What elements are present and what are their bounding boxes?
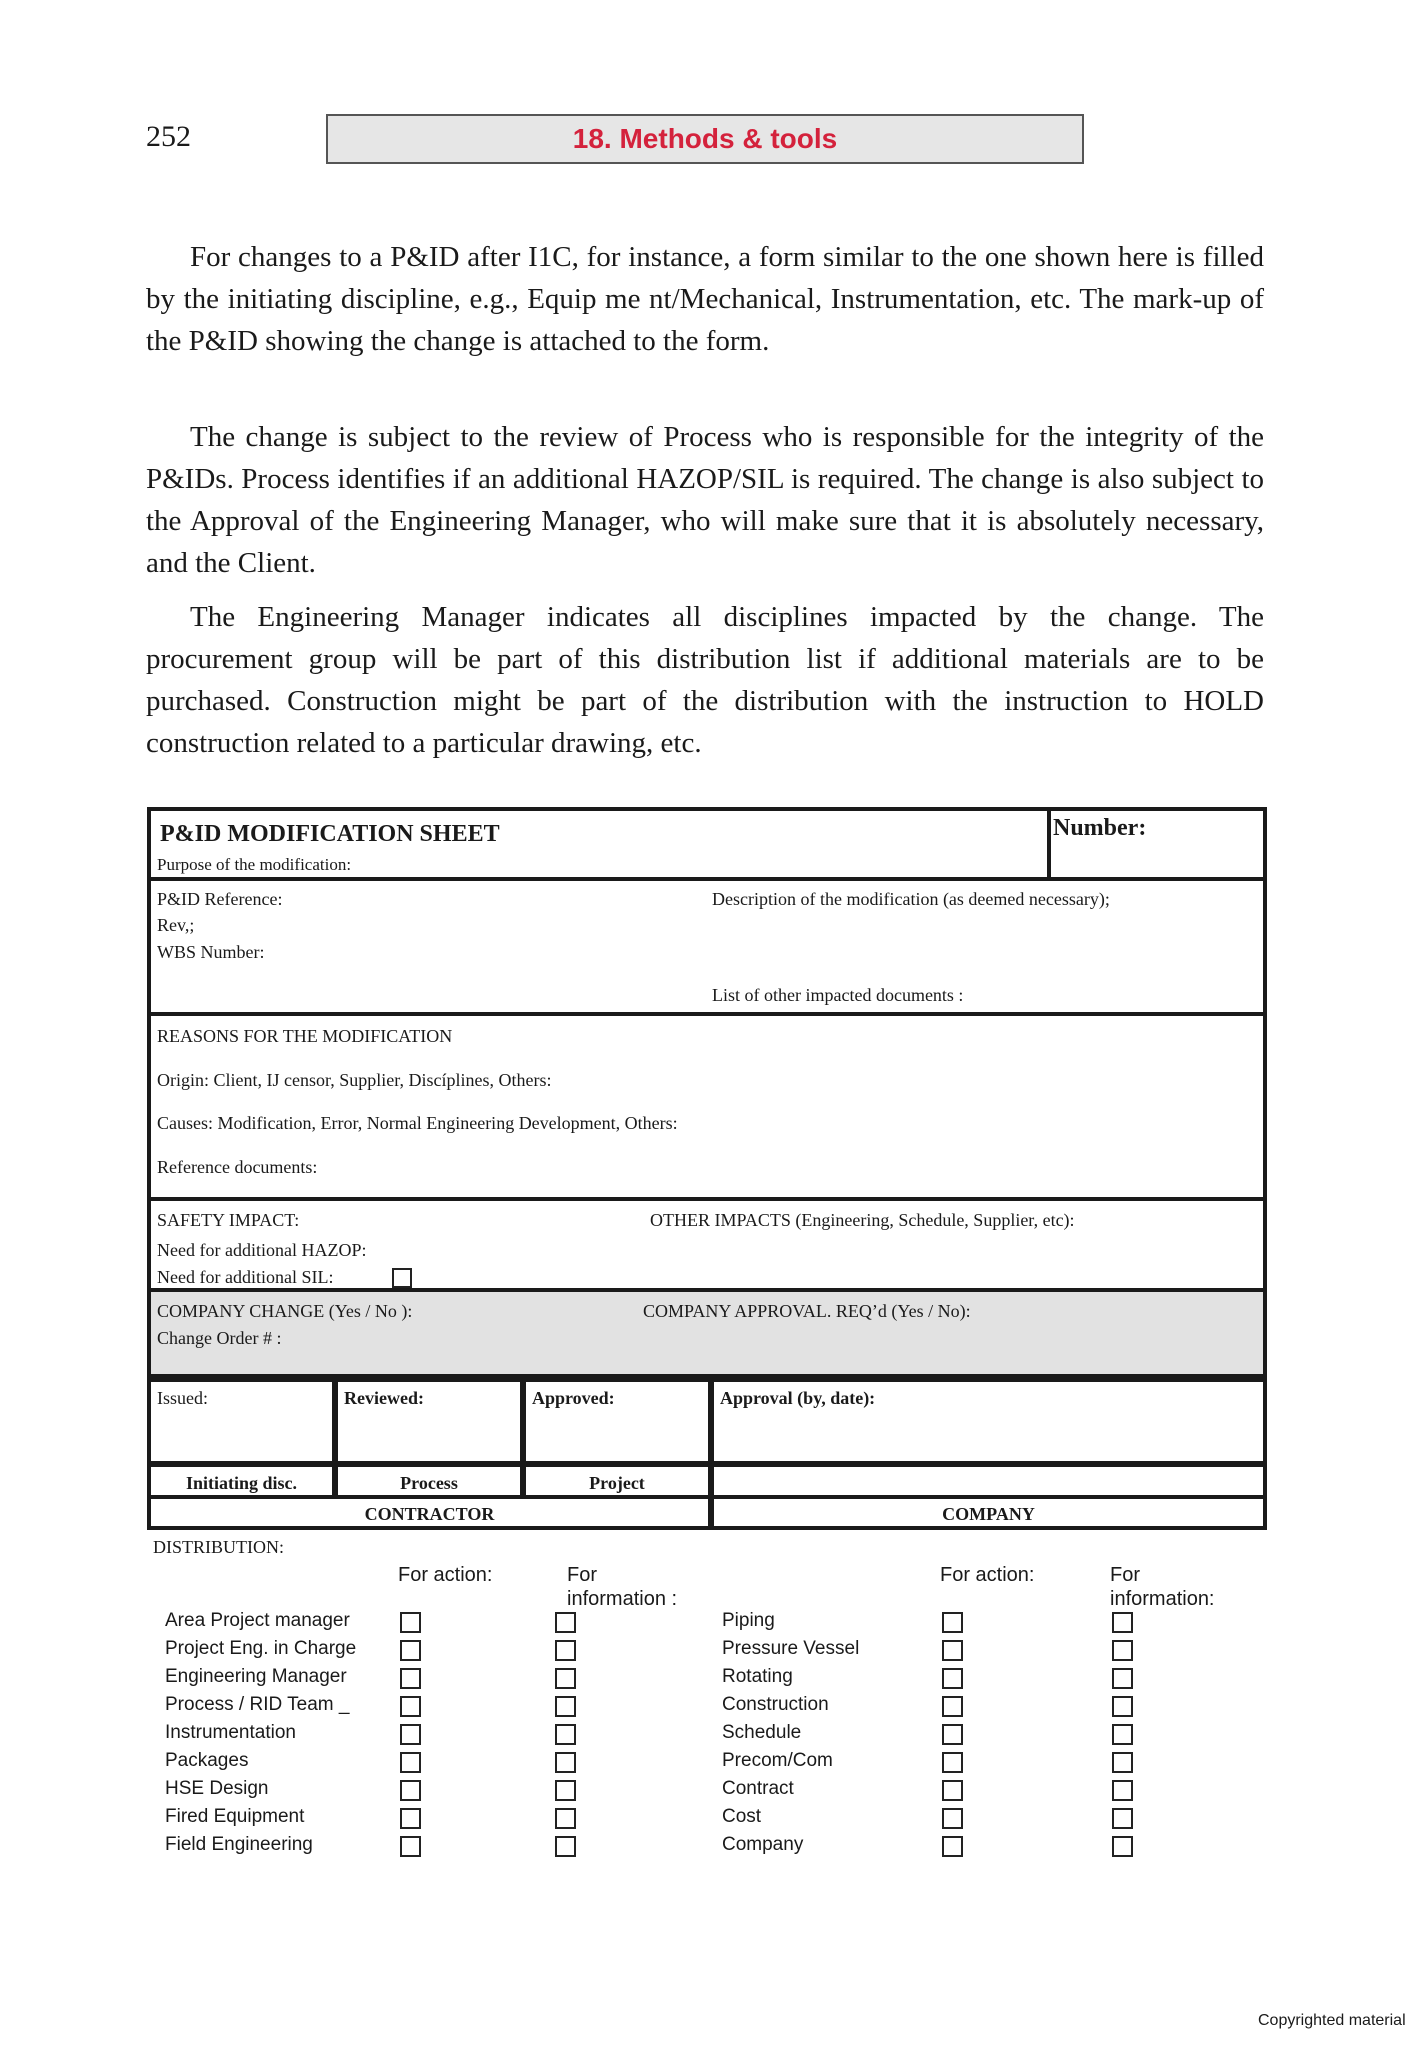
distribution-left-item: Project Eng. in Charge [165, 1638, 357, 1659]
for-information-checkbox[interactable] [1112, 1612, 1133, 1633]
for-action-checkbox[interactable] [942, 1696, 963, 1717]
reasons-title: REASONS FOR THE MODIFICATION [157, 1026, 453, 1046]
pid-modification-form [147, 807, 1267, 1530]
contractor-label: CONTRACTOR [364, 1504, 495, 1524]
company-change-label[interactable]: COMPANY CHANGE (Yes / No ): [157, 1301, 413, 1321]
for-action-checkbox[interactable] [400, 1640, 421, 1661]
for-information-checkbox[interactable] [555, 1668, 576, 1689]
for-action-checkbox[interactable] [942, 1752, 963, 1773]
change-order-label[interactable]: Change Order # : [157, 1328, 282, 1348]
copyright-notice: Copyrighted material [1258, 2012, 1406, 2029]
distribution-left-item: Area Project manager [165, 1610, 350, 1631]
for-information-checkbox[interactable] [555, 1752, 576, 1773]
reviewed-label: Reviewed: [344, 1388, 424, 1408]
initiating-disc-label: Initiating disc. [185, 1473, 298, 1493]
distribution-right-item: Pressure Vessel [722, 1638, 860, 1659]
for-action-checkbox[interactable] [400, 1668, 421, 1689]
pid-reference-label[interactable]: P&ID Reference: [157, 889, 283, 909]
for-information-header-left: For information : [567, 1564, 678, 1610]
for-action-checkbox[interactable] [400, 1808, 421, 1829]
other-docs-label[interactable]: List of other impacted documents : [712, 985, 964, 1005]
reference-docs-label[interactable]: Reference documents: [157, 1157, 318, 1177]
distribution-right-item: Rotating [722, 1666, 793, 1687]
need-hazop-label: Need for additional HAZOP: [157, 1240, 367, 1260]
for-information-checkbox[interactable] [555, 1696, 576, 1717]
distribution-right-item: Contract [722, 1778, 794, 1799]
for-information-checkbox[interactable] [1112, 1668, 1133, 1689]
chapter-header: 18. Methods & tools [326, 114, 1084, 164]
form-title: P&ID MODIFICATION SHEET [160, 821, 500, 847]
approved-label: Approved: [532, 1388, 615, 1408]
distribution-right-item: Cost [722, 1806, 762, 1827]
description-label[interactable]: Description of the modification (as deemed necessary); [712, 889, 1110, 909]
for-information-checkbox[interactable] [555, 1780, 576, 1801]
distribution-right-item: Precom/Com [722, 1750, 833, 1771]
for-action-checkbox[interactable] [400, 1780, 421, 1801]
for-information-checkbox[interactable] [1112, 1836, 1133, 1857]
page-number: 252 [146, 120, 191, 153]
approval-by-date-label: Approval (by, date): [720, 1388, 876, 1408]
for-action-header-right: For action: [940, 1564, 1035, 1586]
company-role-cell [710, 1463, 1267, 1499]
for-action-checkbox[interactable] [400, 1836, 421, 1857]
for-action-checkbox[interactable] [942, 1640, 963, 1661]
distribution-right-item: Construction [722, 1694, 829, 1715]
for-information-checkbox[interactable] [1112, 1696, 1133, 1717]
for-action-checkbox[interactable] [942, 1836, 963, 1857]
need-sil-label: Need for additional SIL: [157, 1267, 334, 1287]
causes-label[interactable]: Causes: Modification, Error, Normal Engineering Development, Others: [157, 1113, 678, 1133]
distribution-right-item: Piping [722, 1610, 775, 1631]
paragraph-2: The change is subject to the review of Process who is responsible for the integrity of the P&IDs. Process identifies if an additional HAZOP/SIL is required. The change is also subject to the Approval of the Engineering Manager, who will make sure that it is absolutely necessary, and the Client. [146, 421, 1264, 579]
other-impacts-label[interactable]: OTHER IMPACTS (Engineering, Schedule, Supplier, etc): [650, 1210, 1075, 1230]
project-label: Project [589, 1473, 645, 1493]
distribution-left-item: Process / RID Team _ [165, 1694, 350, 1715]
for-information-checkbox[interactable] [555, 1640, 576, 1661]
wbs-number-label[interactable]: WBS Number: [157, 942, 265, 962]
for-information-checkbox[interactable] [555, 1836, 576, 1857]
for-action-checkbox[interactable] [942, 1668, 963, 1689]
for-information-header-right: For information: [1110, 1564, 1215, 1610]
for-action-checkbox[interactable] [942, 1612, 963, 1633]
for-action-checkbox[interactable] [400, 1752, 421, 1773]
paragraph-1: For changes to a P&ID after I1C, for instance, a form similar to the one shown here is filled by the initiating discipline, e.g., Equip me nt/Mechanical, Instrumentation, etc. The mark-up of the P&ID showing the change is attached to the form. [146, 241, 1264, 357]
distribution-right-item: Schedule [722, 1722, 802, 1743]
distribution-left-item: Instrumentation [165, 1722, 296, 1743]
distribution-left-item: Engineering Manager [165, 1666, 347, 1687]
for-action-header-left: For action: [398, 1564, 493, 1586]
paragraph-3: The Engineering Manager indicates all disciplines impacted by the change. The procurement group will be part of this distribution list if additional materials are to be purchased. Construction might be part of the distribution with the instruction to HOLD construction related to a particular drawing, etc. [146, 601, 1264, 759]
distribution-label: DISTRIBUTION: [153, 1537, 284, 1557]
for-information-checkbox[interactable] [555, 1724, 576, 1745]
for-action-checkbox[interactable] [942, 1780, 963, 1801]
distribution-left-item: Field Engineering [165, 1834, 313, 1855]
for-action-checkbox[interactable] [400, 1696, 421, 1717]
issued-label: Issued: [157, 1388, 208, 1408]
distribution-right-item: Company [722, 1834, 804, 1855]
for-action-checkbox[interactable] [400, 1724, 421, 1745]
sil-checkbox[interactable] [392, 1268, 412, 1288]
for-information-checkbox[interactable] [1112, 1724, 1133, 1745]
distribution-left-item: Packages [165, 1750, 249, 1771]
number-label[interactable]: Number: [1053, 815, 1147, 841]
company-approval-label[interactable]: COMPANY APPROVAL. REQ’d (Yes / No): [643, 1301, 971, 1321]
for-information-checkbox[interactable] [555, 1612, 576, 1633]
for-information-checkbox[interactable] [1112, 1780, 1133, 1801]
origin-label[interactable]: Origin: Client, IJ censor, Supplier, Discíplines, Others: [157, 1070, 552, 1090]
for-action-checkbox[interactable] [942, 1808, 963, 1829]
company-label: COMPANY [942, 1504, 1035, 1524]
for-information-checkbox[interactable] [555, 1808, 576, 1829]
process-label: Process [400, 1473, 458, 1493]
for-action-checkbox[interactable] [400, 1612, 421, 1633]
for-information-checkbox[interactable] [1112, 1640, 1133, 1661]
distribution-left-item: Fired Equipment [165, 1806, 305, 1827]
purpose-label[interactable]: Purpose of the modification: [157, 855, 352, 874]
for-information-checkbox[interactable] [1112, 1808, 1133, 1829]
rev-label[interactable]: Rev,; [157, 915, 195, 935]
distribution-left-item: HSE Design [165, 1778, 269, 1799]
for-information-checkbox[interactable] [1112, 1752, 1133, 1773]
for-action-checkbox[interactable] [942, 1724, 963, 1745]
safety-impact-label: SAFETY IMPACT: [157, 1210, 300, 1230]
